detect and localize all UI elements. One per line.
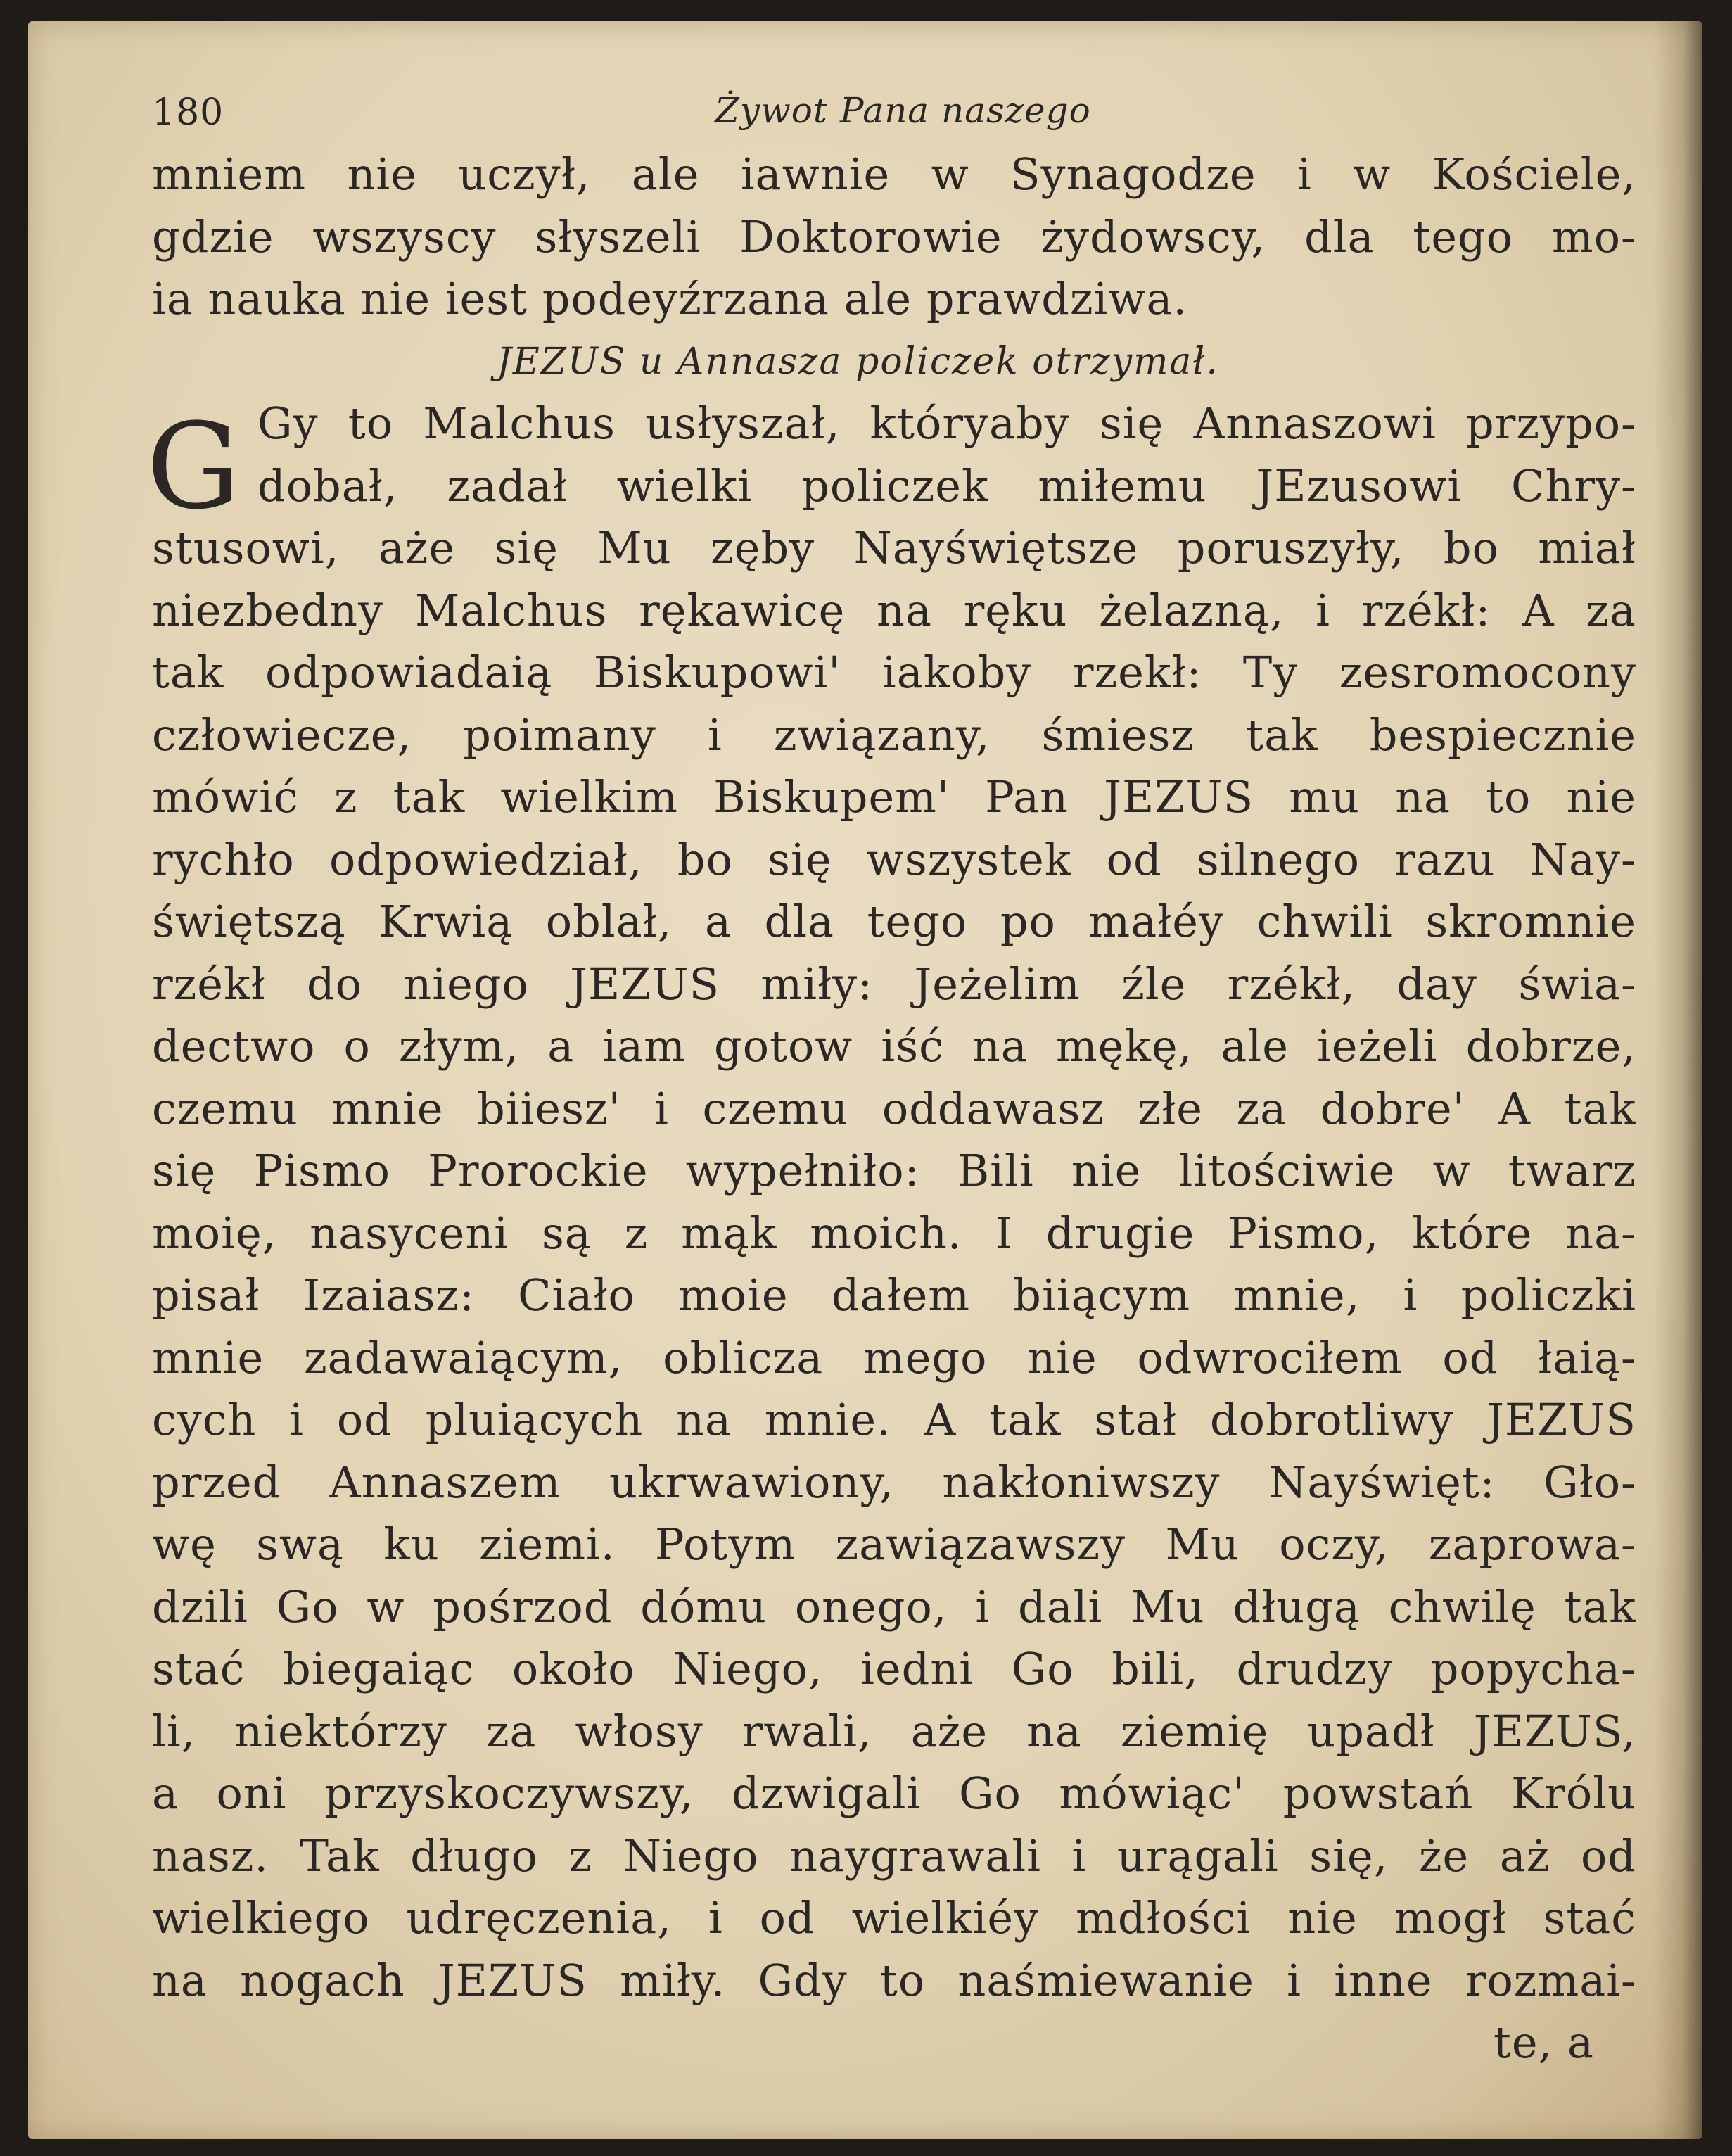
text-line: dzili Go w pośrzod dómu onego, i dali Mu długą chwilę tak xyxy=(152,1580,1636,1632)
text-line: gdzie wszyscy słyszeli Doktorowie żydowscy, dla tego mo- xyxy=(152,210,1636,262)
drop-cap-initial: G xyxy=(146,398,241,535)
text-line: pisał Izaiasz: Ciało moie dałem biiącym mnie, i policzki xyxy=(152,1269,1636,1321)
text-line: dectwo o złym, a iam gotow iść na mękę, ale ieżeli dobrze, xyxy=(152,1020,1636,1072)
text-line: tak odpowiadaią Biskupowi' iakoby rzekł: Ty zesromocony xyxy=(152,647,1636,698)
main-paragraph xyxy=(146,393,1636,2012)
text-line: stusowi, aże się Mu zęby Nayświętsze poruszyły, bo miał xyxy=(152,522,1636,573)
text-line: niezbedny Malchus rękawicę na ręku żelazną, i rzékł: A za xyxy=(152,584,1636,636)
text-line: ia nauka nie iest podeyźrzana ale prawdziwa. xyxy=(152,273,1188,324)
text-line: wę swą ku ziemi. Potym zawiązawszy Mu oczy, zaprowa- xyxy=(152,1518,1636,1570)
text-line: rzékł do niego JEZUS miły: Jeżelim źle rzékł, day świa- xyxy=(152,958,1636,1010)
text-line: człowiecze, poimany i związany, śmiesz tak bespiecznie xyxy=(152,709,1636,761)
text-line: Gy to Malchus usłyszał, któryaby się Annaszowi przypo- xyxy=(257,398,1636,449)
running-title: Żywot Pana naszego xyxy=(715,90,1091,131)
text-line: stać biegaiąc około Niego, iedni Go bili, drudzy popycha- xyxy=(152,1643,1636,1694)
text-line: li, niektórzy za włosy rwali, aże na ziemię upadł JEZUS, xyxy=(152,1705,1636,1757)
text-line: moię, nasyceni są z mąk moich. I drugie Pismo, które na- xyxy=(152,1207,1636,1259)
text-line: czemu mnie biiesz' i czemu oddawasz złe za dobre' A tak xyxy=(152,1082,1636,1134)
text-line: cych i od pluiących na mnie. A tak stał dobrotliwy JEZUS xyxy=(152,1394,1636,1445)
text-line: świętszą Krwią oblał, a dla tego po małéy chwili skromnie xyxy=(152,896,1636,947)
text-line: rychło odpowiedział, bo się wszystek od silnego razu Nay- xyxy=(152,833,1636,885)
page-gutter-shadow xyxy=(1653,21,1702,2139)
text-line: wielkiego udręczenia, i od wielkiéy mdłości nie mogł stać xyxy=(152,1892,1636,1943)
catchword: te, a xyxy=(1494,2017,1594,2068)
intro-paragraph xyxy=(152,144,1636,331)
running-head xyxy=(152,84,1636,144)
text-line: a oni przyskoczywszy, dzwigali Go mówiąc' powstań Królu xyxy=(152,1768,1636,1819)
text-line: się Pismo Prorockie wypełniło: Bili nie litościwie w twarz xyxy=(152,1145,1636,1196)
text-line: przed Annaszem ukrwawiony, nakłoniwszy Nayświęt: Gło- xyxy=(152,1456,1636,1508)
section-subheading: JEZUS u Annasza policzek otrzymał. xyxy=(497,340,1219,383)
text-line: nasz. Tak długo z Niego naygrawali i urągali się, że aż od xyxy=(152,1830,1636,1882)
text-line: mniem nie uczył, ale iawnie w Synagodze i w Kościele, xyxy=(152,148,1636,200)
text-line: dobał, zadał wielki policzek miłemu JEzusowi Chry- xyxy=(257,459,1636,512)
text-line: mówić z tak wielkim Biskupem' Pan JEZUS mu na to nie xyxy=(152,771,1636,823)
text-line: mnie zadawaiącym, oblicza mego nie odwrociłem od łaią- xyxy=(152,1331,1636,1383)
book-page xyxy=(28,21,1702,2139)
text-block xyxy=(146,84,1636,2074)
text-line: na nogach JEZUS miły. Gdy to naśmiewanie i inne rozmai- xyxy=(152,1954,1636,2006)
page-number: 180 xyxy=(152,91,224,134)
